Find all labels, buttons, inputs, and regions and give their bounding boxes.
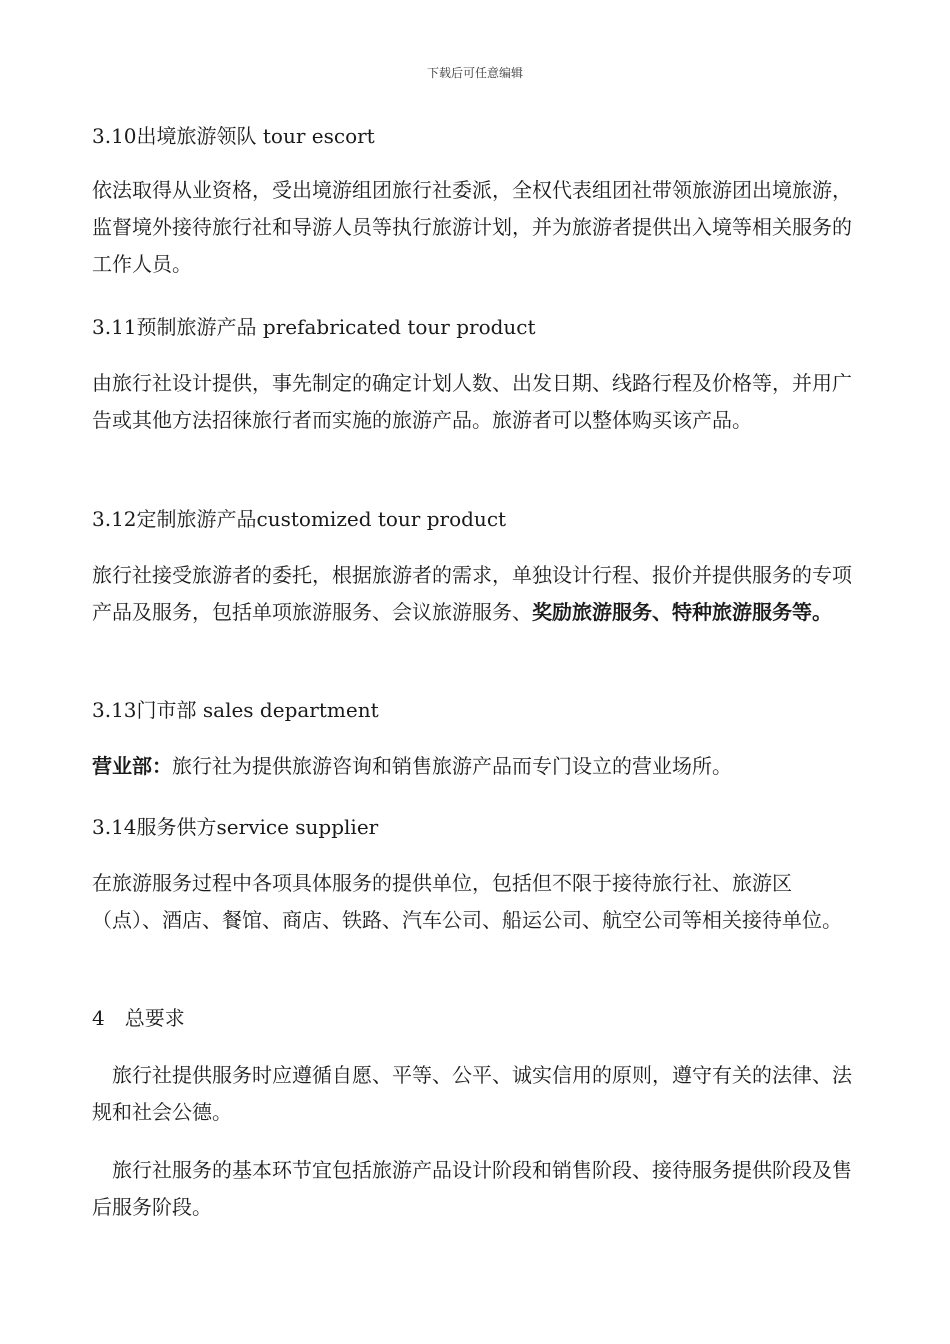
term-label: 营业部： [92, 754, 172, 778]
section-body-3-12-bold: 奖励旅游服务、特种旅游服务等。 [532, 600, 832, 624]
section-heading-3-11: 3.11预制旅游产品 prefabricated tour product [92, 315, 536, 339]
section-4-paragraph-2: 旅行社服务的基本环节宜包括旅游产品设计阶段和销售阶段、接待服务提供阶段及售后服务阶段。 [92, 1158, 852, 1219]
section-body-3-12-plain: 旅行社接受旅游者的委托，根据旅游者的需求，单独设计行程、报价并提供服务的专项产品及服务，包括单项旅游服务、会议旅游服务、 [92, 563, 852, 624]
section-body-3-11: 由旅行社设计提供，事先制定的确定计划人数、出发日期、线路行程及价格等，并用广告或其他方法招徕旅行者而实施的旅游产品。旅游者可以整体购买该产品。 [92, 371, 852, 432]
section-heading-3-12: 3.12定制旅游产品customized tour product [92, 507, 507, 531]
section-heading-3-13: 3.13门市部 sales department [92, 698, 379, 722]
section-body-3-12 [92, 557, 852, 631]
section-heading-4: 4 总要求 [92, 1006, 185, 1030]
section-4-paragraph-1: 旅行社提供服务时应遵循自愿、平等、公平、诚实信用的原则，遵守有关的法律、法规和社会公德。 [92, 1063, 852, 1124]
section-body-3-14: 在旅游服务过程中各项具体服务的提供单位，包括但不限于接待旅行社、旅游区（点）、酒店、餐馆、商店、铁路、汽车公司、船运公司、航空公司等相关接待单位。 [92, 871, 842, 932]
section-body-3-13 [92, 748, 852, 785]
term-definition: 旅行社为提供旅游咨询和销售旅游产品而专门设立的营业场所。 [172, 754, 732, 778]
section-heading-3-10: 3.10出境旅游领队 tour escort [92, 124, 375, 148]
section-body-3-10: 依法取得从业资格，受出境游组团旅行社委派，全权代表组团社带领旅游团出境旅游，监督境外接待旅行社和导游人员等执行旅游计划，并为旅游者提供出入境等相关服务的工作人员。 [92, 178, 852, 276]
page-header: 下载后可任意编辑 [426, 66, 523, 80]
section-heading-3-14: 3.14服务供方service supplier [92, 815, 379, 839]
